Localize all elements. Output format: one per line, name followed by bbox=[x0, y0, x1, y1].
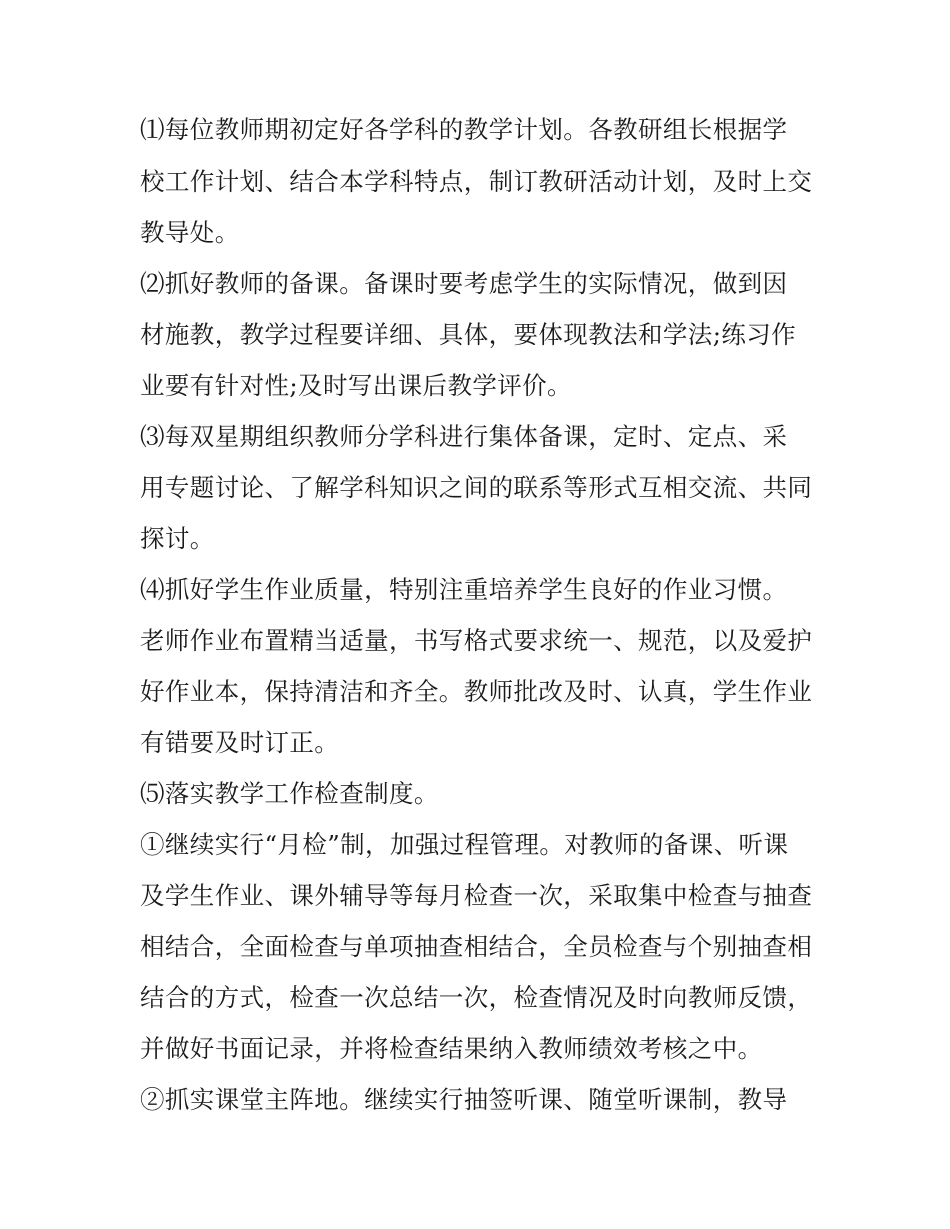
text-line: 有错要及时订正。 bbox=[140, 728, 340, 757]
text-line: 教导处。 bbox=[140, 218, 240, 247]
text-line: ⑶每双星期组织教师分学科进行集体备课，定时、定点、采 bbox=[140, 422, 788, 451]
text-line: ⑴每位教师期初定好各学科的教学计划。各教研组长根据学 bbox=[140, 115, 788, 144]
text-line: 材施教，教学过程要详细、具体，要体现教法和学法;练习作 bbox=[140, 320, 797, 349]
text-line: 用专题讨论、了解学科知识之间的联系等形式互相交流、共同 bbox=[140, 473, 813, 502]
text-line: 业要有针对性;及时写出课后教学评价。 bbox=[140, 371, 572, 400]
text-line: 结合的方式，检查一次总结一次，检查情况及时向教师反馈， bbox=[140, 983, 813, 1012]
text-line: 及学生作业、课外辅导等每月检查一次，采取集中检查与抽查 bbox=[140, 881, 813, 910]
text-line: 相结合，全面检查与单项抽查相结合，全员检查与个别抽查相 bbox=[140, 932, 813, 961]
text-line: ①继续实行“月检”制，加强过程管理。对教师的备课、听课 bbox=[140, 830, 789, 859]
text-line: ⑷抓好学生作业质量，特别注重培养学生良好的作业习惯。 bbox=[140, 575, 788, 604]
text-line: 并做好书面记录，并将检查结果纳入教师绩效考核之中。 bbox=[140, 1034, 763, 1063]
text-line: ⑵抓好教师的备课。备课时要考虑学生的实际情况，做到因 bbox=[140, 269, 788, 298]
text-line: 探讨。 bbox=[140, 524, 215, 553]
text-line: 校工作计划、结合本学科特点，制订教研活动计划，及时上交 bbox=[140, 167, 813, 196]
text-line: 老师作业布置精当适量，书写格式要求统一、规范，以及爱护 bbox=[140, 626, 813, 655]
text-line: 好作业本，保持清洁和齐全。教师批改及时、认真，学生作业 bbox=[140, 677, 813, 706]
text-line: ②抓实课堂主阵地。继续实行抽签听课、随堂听课制，教导 bbox=[140, 1085, 788, 1114]
text-line: ⑸落实教学工作检查制度。 bbox=[140, 779, 439, 808]
